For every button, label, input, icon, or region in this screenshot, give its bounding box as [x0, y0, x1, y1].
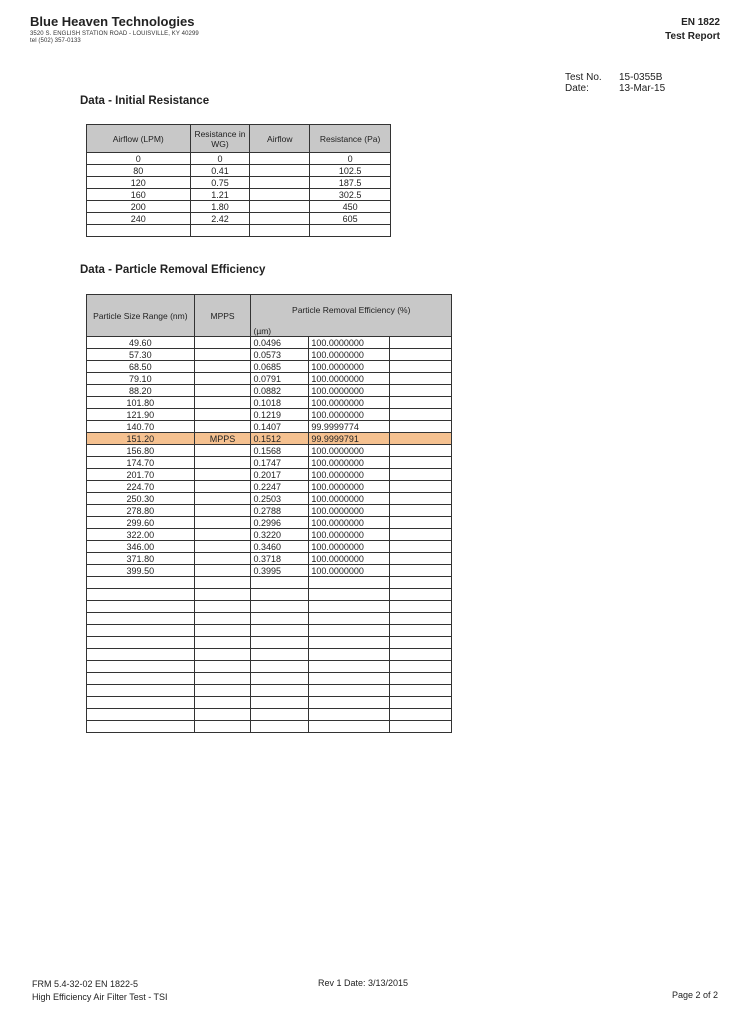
efficiency-cell: [194, 457, 251, 469]
resistance-cell: 0.75: [190, 177, 250, 189]
empty-cell: [87, 697, 195, 709]
efficiency-cell: 0.1512: [251, 433, 309, 445]
efficiency-row: [87, 469, 452, 481]
empty-row: [87, 673, 452, 685]
efficiency-cell: 100.0000000: [309, 469, 390, 481]
blank-header: [390, 325, 452, 337]
efficiency-cell: [194, 565, 251, 577]
resistance-cell: 605: [310, 213, 391, 225]
efficiency-cell: [194, 529, 251, 541]
blank-header: [309, 325, 390, 337]
resistance-cell: [250, 165, 310, 177]
resistance-cell: 187.5: [310, 177, 391, 189]
efficiency-cell: 100.0000000: [309, 541, 390, 553]
form-number: FRM 5.4-32-02 EN 1822-5: [32, 979, 139, 989]
efficiency-cell: 0.0573: [251, 349, 309, 361]
empty-cell: [194, 649, 251, 661]
efficiency-row: [87, 361, 452, 373]
efficiency-cell: [194, 469, 251, 481]
efficiency-row: [87, 385, 452, 397]
efficiency-cell: 0.1568: [251, 445, 309, 457]
efficiency-cell: [194, 517, 251, 529]
empty-row: [87, 625, 452, 637]
efficiency-cell: 100.0000000: [309, 373, 390, 385]
empty-row: [87, 601, 452, 613]
efficiency-cell: 278.80: [87, 505, 195, 517]
empty-cell: [390, 517, 452, 529]
empty-cell: [390, 661, 452, 673]
efficiency-cell: 299.60: [87, 517, 195, 529]
empty-cell: [194, 721, 251, 733]
empty-cell: [251, 601, 309, 613]
test-meta: [565, 72, 665, 94]
empty-cell: [251, 649, 309, 661]
efficiency-cell: [194, 349, 251, 361]
empty-row: [87, 637, 452, 649]
efficiency-cell: MPPS: [194, 433, 251, 445]
efficiency-cell: [194, 493, 251, 505]
efficiency-cell: 371.80: [87, 553, 195, 565]
empty-cell: [87, 709, 195, 721]
resistance-cell: 1.21: [190, 189, 250, 201]
efficiency-cell: 100.0000000: [309, 397, 390, 409]
empty-cell: [309, 625, 390, 637]
empty-cell: [390, 505, 452, 517]
resistance-cell: 0: [87, 153, 191, 165]
empty-cell: [309, 589, 390, 601]
efficiency-cell: 100.0000000: [309, 361, 390, 373]
efficiency-cell: 156.80: [87, 445, 195, 457]
efficiency-cell: 0.0685: [251, 361, 309, 373]
efficiency-cell: 0.1747: [251, 457, 309, 469]
efficiency-cell: 0.3220: [251, 529, 309, 541]
efficiency-cell: 399.50: [87, 565, 195, 577]
resistance-header-cell: Airflow (LPM): [87, 125, 191, 153]
page-number: Page 2 of 2: [671, 990, 718, 1000]
efficiency-cell: 100.0000000: [309, 529, 390, 541]
empty-cell: [390, 553, 452, 565]
empty-cell: [390, 589, 452, 601]
footer-left: [32, 978, 168, 1004]
efficiency-row: [87, 409, 452, 421]
efficiency-cell: 100.0000000: [309, 445, 390, 457]
empty-cell: [194, 685, 251, 697]
empty-cell: [87, 673, 195, 685]
empty-cell: [309, 685, 390, 697]
footer-title: High Efficiency Air Filter Test - TSI: [32, 992, 168, 1002]
resistance-cell: 450: [310, 201, 391, 213]
report-type: Test Report: [665, 31, 720, 42]
empty-cell: [309, 673, 390, 685]
efficiency-header: Particle Removal Efficiency (%): [251, 295, 452, 326]
empty-cell: [390, 577, 452, 589]
efficiency-cell: 68.50: [87, 361, 195, 373]
empty-cell: [194, 625, 251, 637]
resistance-cell: 1.80: [190, 201, 250, 213]
empty-cell: [251, 577, 309, 589]
resistance-table: [86, 124, 391, 237]
empty-row: [87, 709, 452, 721]
empty-cell: [87, 721, 195, 733]
empty-cell: [251, 709, 309, 721]
empty-cell: [251, 589, 309, 601]
empty-cell: [390, 481, 452, 493]
efficiency-cell: 0.3718: [251, 553, 309, 565]
efficiency-cell: 79.10: [87, 373, 195, 385]
efficiency-cell: 100.0000000: [309, 481, 390, 493]
efficiency-row: [87, 373, 452, 385]
empty-cell: [194, 589, 251, 601]
empty-row: [87, 721, 452, 733]
empty-cell: [194, 709, 251, 721]
efficiency-row: [87, 397, 452, 409]
empty-cell: [87, 601, 195, 613]
report-heading: [665, 16, 720, 44]
resistance-cell: 102.5: [310, 165, 391, 177]
efficiency-row: [87, 505, 452, 517]
empty-cell: [309, 661, 390, 673]
efficiency-cell: 121.90: [87, 409, 195, 421]
resistance-row: [87, 213, 391, 225]
empty-cell: [194, 577, 251, 589]
empty-cell: [251, 697, 309, 709]
efficiency-row: [87, 481, 452, 493]
efficiency-cell: 0.3460: [251, 541, 309, 553]
resistance-cell: 120: [87, 177, 191, 189]
efficiency-row: [87, 565, 452, 577]
resistance-row: [87, 189, 391, 201]
empty-cell: [390, 433, 452, 445]
resistance-header-cell: Resistance in WG): [190, 125, 250, 153]
empty-cell: [251, 685, 309, 697]
efficiency-row: [87, 445, 452, 457]
empty-cell: [309, 709, 390, 721]
efficiency-cell: 151.20: [87, 433, 195, 445]
efficiency-cell: [194, 373, 251, 385]
empty-cell: [194, 601, 251, 613]
empty-cell: [87, 649, 195, 661]
empty-cell: [390, 685, 452, 697]
efficiency-cell: 0.0791: [251, 373, 309, 385]
empty-cell: [390, 385, 452, 397]
efficiency-cell: 174.70: [87, 457, 195, 469]
resistance-cell: [250, 213, 310, 225]
empty-cell: [87, 625, 195, 637]
efficiency-cell: 100.0000000: [309, 553, 390, 565]
empty-row: [87, 697, 452, 709]
efficiency-row: [87, 337, 452, 349]
resistance-header-cell: Airflow: [250, 125, 310, 153]
empty-cell: [309, 649, 390, 661]
resistance-row: [87, 153, 391, 165]
efficiency-cell: 322.00: [87, 529, 195, 541]
resistance-cell: 240: [87, 213, 191, 225]
empty-cell: [390, 373, 452, 385]
revision-info: Rev 1 Date: 3/13/2015: [318, 978, 409, 988]
efficiency-cell: [194, 541, 251, 553]
empty-cell: [309, 577, 390, 589]
empty-cell: [390, 721, 452, 733]
resistance-cell: 0: [310, 153, 391, 165]
empty-cell: [390, 337, 452, 349]
empty-cell: [390, 469, 452, 481]
empty-row: [87, 577, 452, 589]
resistance-cell: [87, 225, 191, 237]
empty-cell: [251, 673, 309, 685]
date-value: 13-Mar-15: [619, 83, 666, 94]
efficiency-cell: 0.2996: [251, 517, 309, 529]
empty-cell: [390, 457, 452, 469]
empty-cell: [194, 613, 251, 625]
resistance-cell: [250, 225, 310, 237]
efficiency-cell: [194, 409, 251, 421]
empty-cell: [194, 673, 251, 685]
empty-cell: [194, 697, 251, 709]
empty-cell: [390, 409, 452, 421]
empty-cell: [309, 637, 390, 649]
efficiency-cell: 0.2247: [251, 481, 309, 493]
efficiency-cell: [194, 445, 251, 457]
empty-cell: [87, 577, 195, 589]
phone-line: tel (502) 357-0133: [30, 38, 81, 44]
mpps-row: [87, 433, 452, 445]
efficiency-cell: 140.70: [87, 421, 195, 433]
empty-row: [87, 589, 452, 601]
resistance-cell: [250, 189, 310, 201]
empty-cell: [390, 493, 452, 505]
efficiency-row: [87, 493, 452, 505]
efficiency-table: [86, 294, 452, 733]
efficiency-cell: 100.0000000: [309, 517, 390, 529]
resistance-cell: 160: [87, 189, 191, 201]
efficiency-cell: 224.70: [87, 481, 195, 493]
efficiency-cell: 0.2017: [251, 469, 309, 481]
empty-cell: [390, 709, 452, 721]
efficiency-cell: 99.9999774: [309, 421, 390, 433]
efficiency-row: [87, 457, 452, 469]
empty-cell: [390, 673, 452, 685]
efficiency-cell: 49.60: [87, 337, 195, 349]
efficiency-cell: 100.0000000: [309, 493, 390, 505]
efficiency-cell: 250.30: [87, 493, 195, 505]
empty-cell: [309, 697, 390, 709]
efficiency-row: [87, 349, 452, 361]
empty-cell: [390, 565, 452, 577]
efficiency-cell: 0.3995: [251, 565, 309, 577]
empty-cell: [390, 637, 452, 649]
efficiency-cell: 201.70: [87, 469, 195, 481]
resistance-section-title: Data - Initial Resistance: [80, 95, 210, 107]
empty-cell: [390, 349, 452, 361]
resistance-cell: [310, 225, 391, 237]
efficiency-cell: 57.30: [87, 349, 195, 361]
empty-cell: [251, 721, 309, 733]
empty-cell: [390, 445, 452, 457]
empty-cell: [390, 697, 452, 709]
size-range-header: Particle Size Range (nm): [87, 295, 195, 337]
efficiency-cell: 0.2788: [251, 505, 309, 517]
resistance-row: [87, 165, 391, 177]
empty-cell: [87, 685, 195, 697]
empty-cell: [390, 529, 452, 541]
efficiency-cell: 100.0000000: [309, 457, 390, 469]
standard-label: EN 1822: [681, 17, 720, 28]
efficiency-cell: 0.1219: [251, 409, 309, 421]
empty-cell: [87, 637, 195, 649]
efficiency-cell: 100.0000000: [309, 409, 390, 421]
efficiency-cell: [194, 421, 251, 433]
resistance-row: [87, 201, 391, 213]
efficiency-section-title: Data - Particle Removal Efficiency: [80, 264, 266, 276]
efficiency-cell: 100.0000000: [309, 337, 390, 349]
empty-cell: [390, 601, 452, 613]
empty-cell: [390, 625, 452, 637]
resistance-cell: 80: [87, 165, 191, 177]
test-no-value: 15-0355B: [619, 72, 663, 83]
efficiency-cell: [194, 481, 251, 493]
efficiency-cell: 100.0000000: [309, 565, 390, 577]
empty-cell: [390, 421, 452, 433]
company-address: [30, 31, 199, 45]
resistance-cell: 0.41: [190, 165, 250, 177]
empty-cell: [251, 625, 309, 637]
empty-cell: [309, 613, 390, 625]
efficiency-cell: 100.0000000: [309, 349, 390, 361]
resistance-cell: [250, 153, 310, 165]
efficiency-cell: [194, 553, 251, 565]
efficiency-cell: [194, 505, 251, 517]
efficiency-cell: [194, 385, 251, 397]
efficiency-cell: 346.00: [87, 541, 195, 553]
efficiency-cell: 0.0496: [251, 337, 309, 349]
efficiency-row: [87, 529, 452, 541]
empty-cell: [194, 661, 251, 673]
empty-cell: [251, 637, 309, 649]
resistance-cell: 2.42: [190, 213, 250, 225]
efficiency-cell: 0.1018: [251, 397, 309, 409]
empty-cell: [390, 613, 452, 625]
efficiency-cell: [194, 397, 251, 409]
efficiency-cell: 0.2503: [251, 493, 309, 505]
test-no-label: Test No.: [565, 72, 602, 83]
empty-cell: [194, 637, 251, 649]
efficiency-cell: 0.0882: [251, 385, 309, 397]
resistance-cell: [250, 201, 310, 213]
efficiency-cell: [194, 361, 251, 373]
efficiency-row: [87, 541, 452, 553]
efficiency-row: [87, 553, 452, 565]
mpps-header: MPPS: [194, 295, 251, 337]
efficiency-cell: 88.20: [87, 385, 195, 397]
empty-cell: [390, 649, 452, 661]
company-name: Blue Heaven Technologies: [30, 14, 195, 29]
empty-cell: [309, 721, 390, 733]
empty-cell: [251, 613, 309, 625]
resistance-row: [87, 177, 391, 189]
efficiency-cell: 99.9999791: [309, 433, 390, 445]
efficiency-cell: 100.0000000: [309, 385, 390, 397]
empty-cell: [309, 601, 390, 613]
empty-row: [87, 649, 452, 661]
empty-row: [87, 685, 452, 697]
resistance-cell: [190, 225, 250, 237]
empty-cell: [87, 661, 195, 673]
um-header: (µm): [251, 325, 309, 337]
empty-cell: [390, 397, 452, 409]
empty-cell: [390, 361, 452, 373]
resistance-row: [87, 225, 391, 237]
empty-cell: [251, 661, 309, 673]
efficiency-cell: 100.0000000: [309, 505, 390, 517]
efficiency-cell: [194, 337, 251, 349]
efficiency-row: [87, 517, 452, 529]
resistance-header-cell: Resistance (Pa): [310, 125, 391, 153]
resistance-cell: 200: [87, 201, 191, 213]
efficiency-cell: 101.80: [87, 397, 195, 409]
empty-cell: [390, 541, 452, 553]
resistance-cell: 302.5: [310, 189, 391, 201]
address-line: 3520 S. ENGLISH STATION ROAD - LOUISVILLE, KY 40299: [30, 31, 199, 37]
resistance-cell: [250, 177, 310, 189]
date-label: Date:: [565, 83, 589, 94]
efficiency-cell: 0.1407: [251, 421, 309, 433]
empty-row: [87, 613, 452, 625]
empty-row: [87, 661, 452, 673]
efficiency-row: [87, 421, 452, 433]
empty-cell: [87, 589, 195, 601]
resistance-cell: 0: [190, 153, 250, 165]
empty-cell: [87, 613, 195, 625]
